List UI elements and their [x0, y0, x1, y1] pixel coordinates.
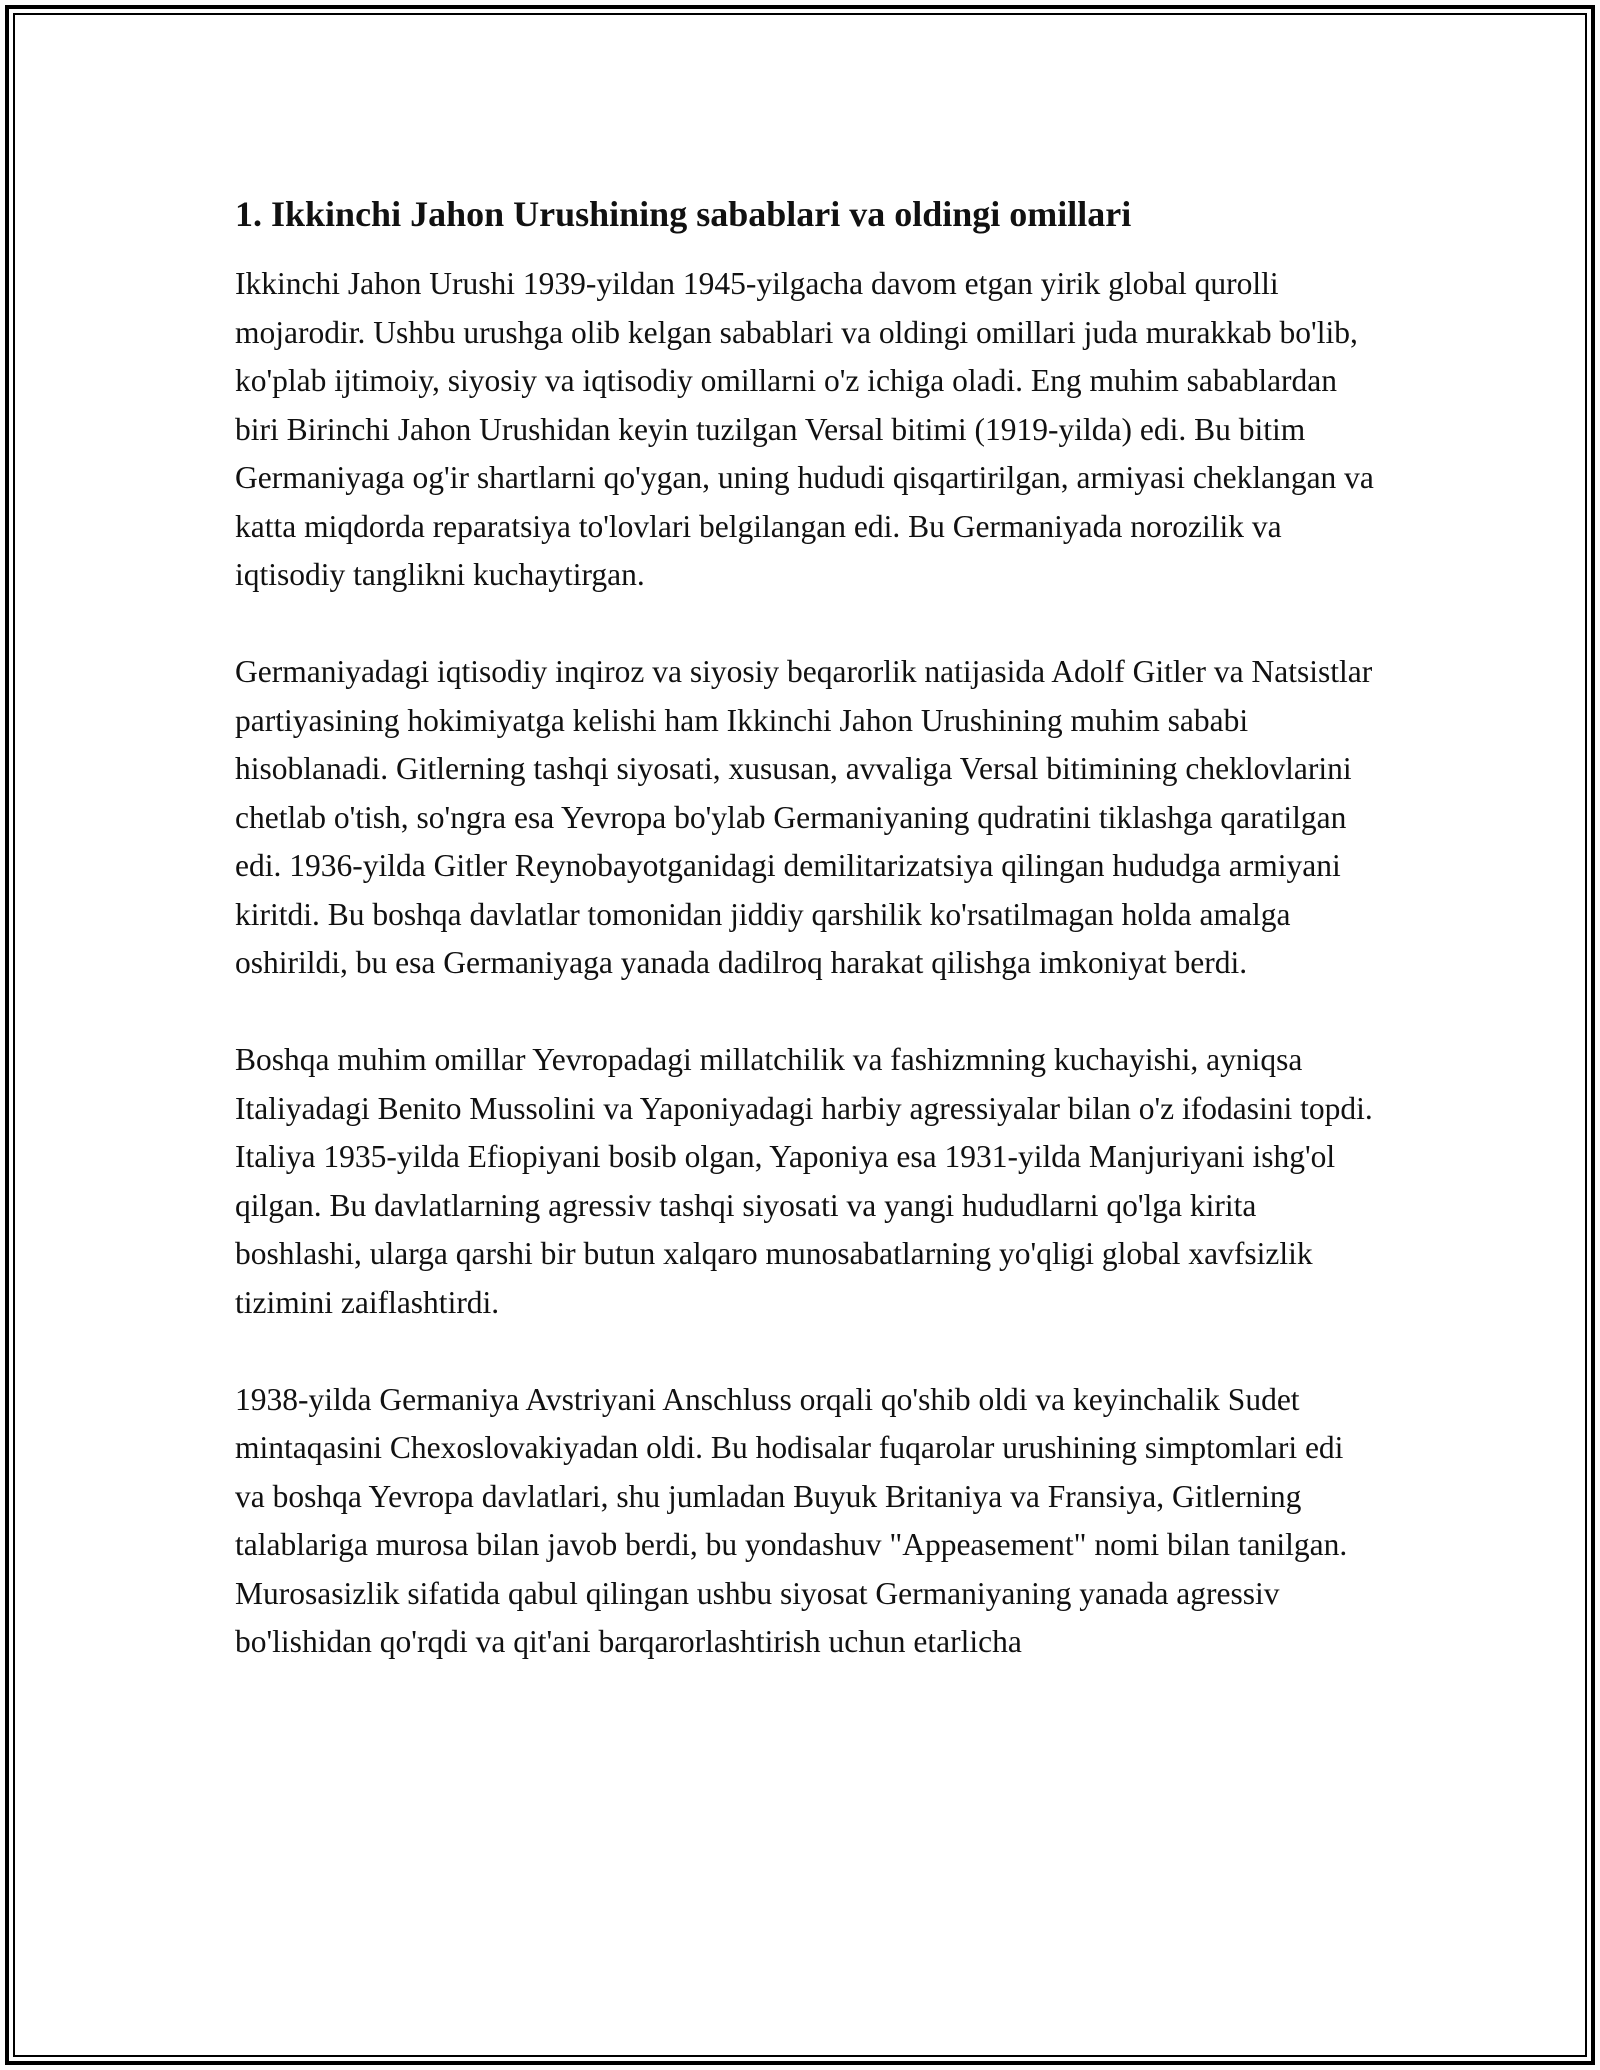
document-body — [235, 190, 1375, 1715]
paragraph-1: Ikkinchi Jahon Urushi 1939-yildan 1945-yilgacha davom etgan yirik global qurolli mojarodir. Ushbu urushga olib kelgan sabablari va oldingi omillari juda murakkab bo'lib, ko'plab ijtimoiy, siyosiy va iqtisodiy omillarni o'z ichiga oladi. Eng muhim sabablardan biri Birinchi Jahon Urushidan keyin tuzilgan Versal bitimi (1919-yilda) edi. Bu bitim Germaniyaga og'ir shartlarni qo'ygan, uning hududi qisqartirilgan, armiyasi cheklangan va katta miqdorda reparatsiya to'lovlari belgilangan edi. Bu Germaniyada norozilik va iqtisodiy tanglikni kuchaytirgan. — [235, 266, 1374, 592]
section-title: 1. Ikkinchi Jahon Urushining sabablari va oldingi omillari — [235, 194, 1132, 234]
paragraph-4: 1938-yilda Germaniya Avstriyani Anschluss orqali qo'shib oldi va keyinchalik Sudet mintaqasini Chexoslovakiyadan oldi. Bu hodisalar fuqarolar urushining simptomlari edi va boshqa Yevropa davlatlari, shu jumladan Buyuk Britaniya va Fransiya, Gitlerning talablariga murosa bilan javob berdi, bu yondashuv "Appeasement" nomi bilan tanilgan. Murosasizlik sifatida qabul qilingan ushbu siyosat Germaniyaning yanada agressiv bo'lishidan qo'rqdi va qit'ani barqarorlashtirish uchun etarlicha — [235, 1381, 1348, 1659]
paragraph-2: Germaniyadagi iqtisodiy inqiroz va siyosiy beqarorlik natijasida Adolf Gitler va Natsistlar partiyasining hokimiyatga kelishi ham Ikkinchi Jahon Urushining muhim sababi hisoblanadi. Gitlerning tashqi siyosati, xususan, avvaliga Versal bitimining cheklovlarini chetlab o'tish, so'ngra esa Yevropa bo'ylab Germaniyaning qudratini tiklashga qaratilgan edi. 1936-yilda Gitler Reynobayotganidagi demilitarizatsiya qilingan hududga armiyani kiritdi. Bu boshqa davlatlar tomonidan jiddiy qarshilik ko'rsatilmagan holda amalga oshirildi, bu esa Germaniyaga yanada dadilroq harakat qilishga imkoniyat berdi. — [235, 654, 1373, 980]
paragraph-3: Boshqa muhim omillar Yevropadagi millatchilik va fashizmning kuchayishi, ayniqsa Italiyadagi Benito Mussolini va Yaponiyadagi harbiy agressiyalar bilan o'z ifodasini topdi. Italiya 1935-yilda Efiopiyani bosib olgan, Yaponiya esa 1931-yilda Manjuriyani ishg'ol qilgan. Bu davlatlarning agressiv tashqi siyosati va yangi hududlarni qo'lga kirita boshlashi, ularga qarshi bir butun xalqaro munosabatlarning yo'qligi global xavfsizlik tizimini zaiflashtirdi. — [235, 1042, 1373, 1320]
